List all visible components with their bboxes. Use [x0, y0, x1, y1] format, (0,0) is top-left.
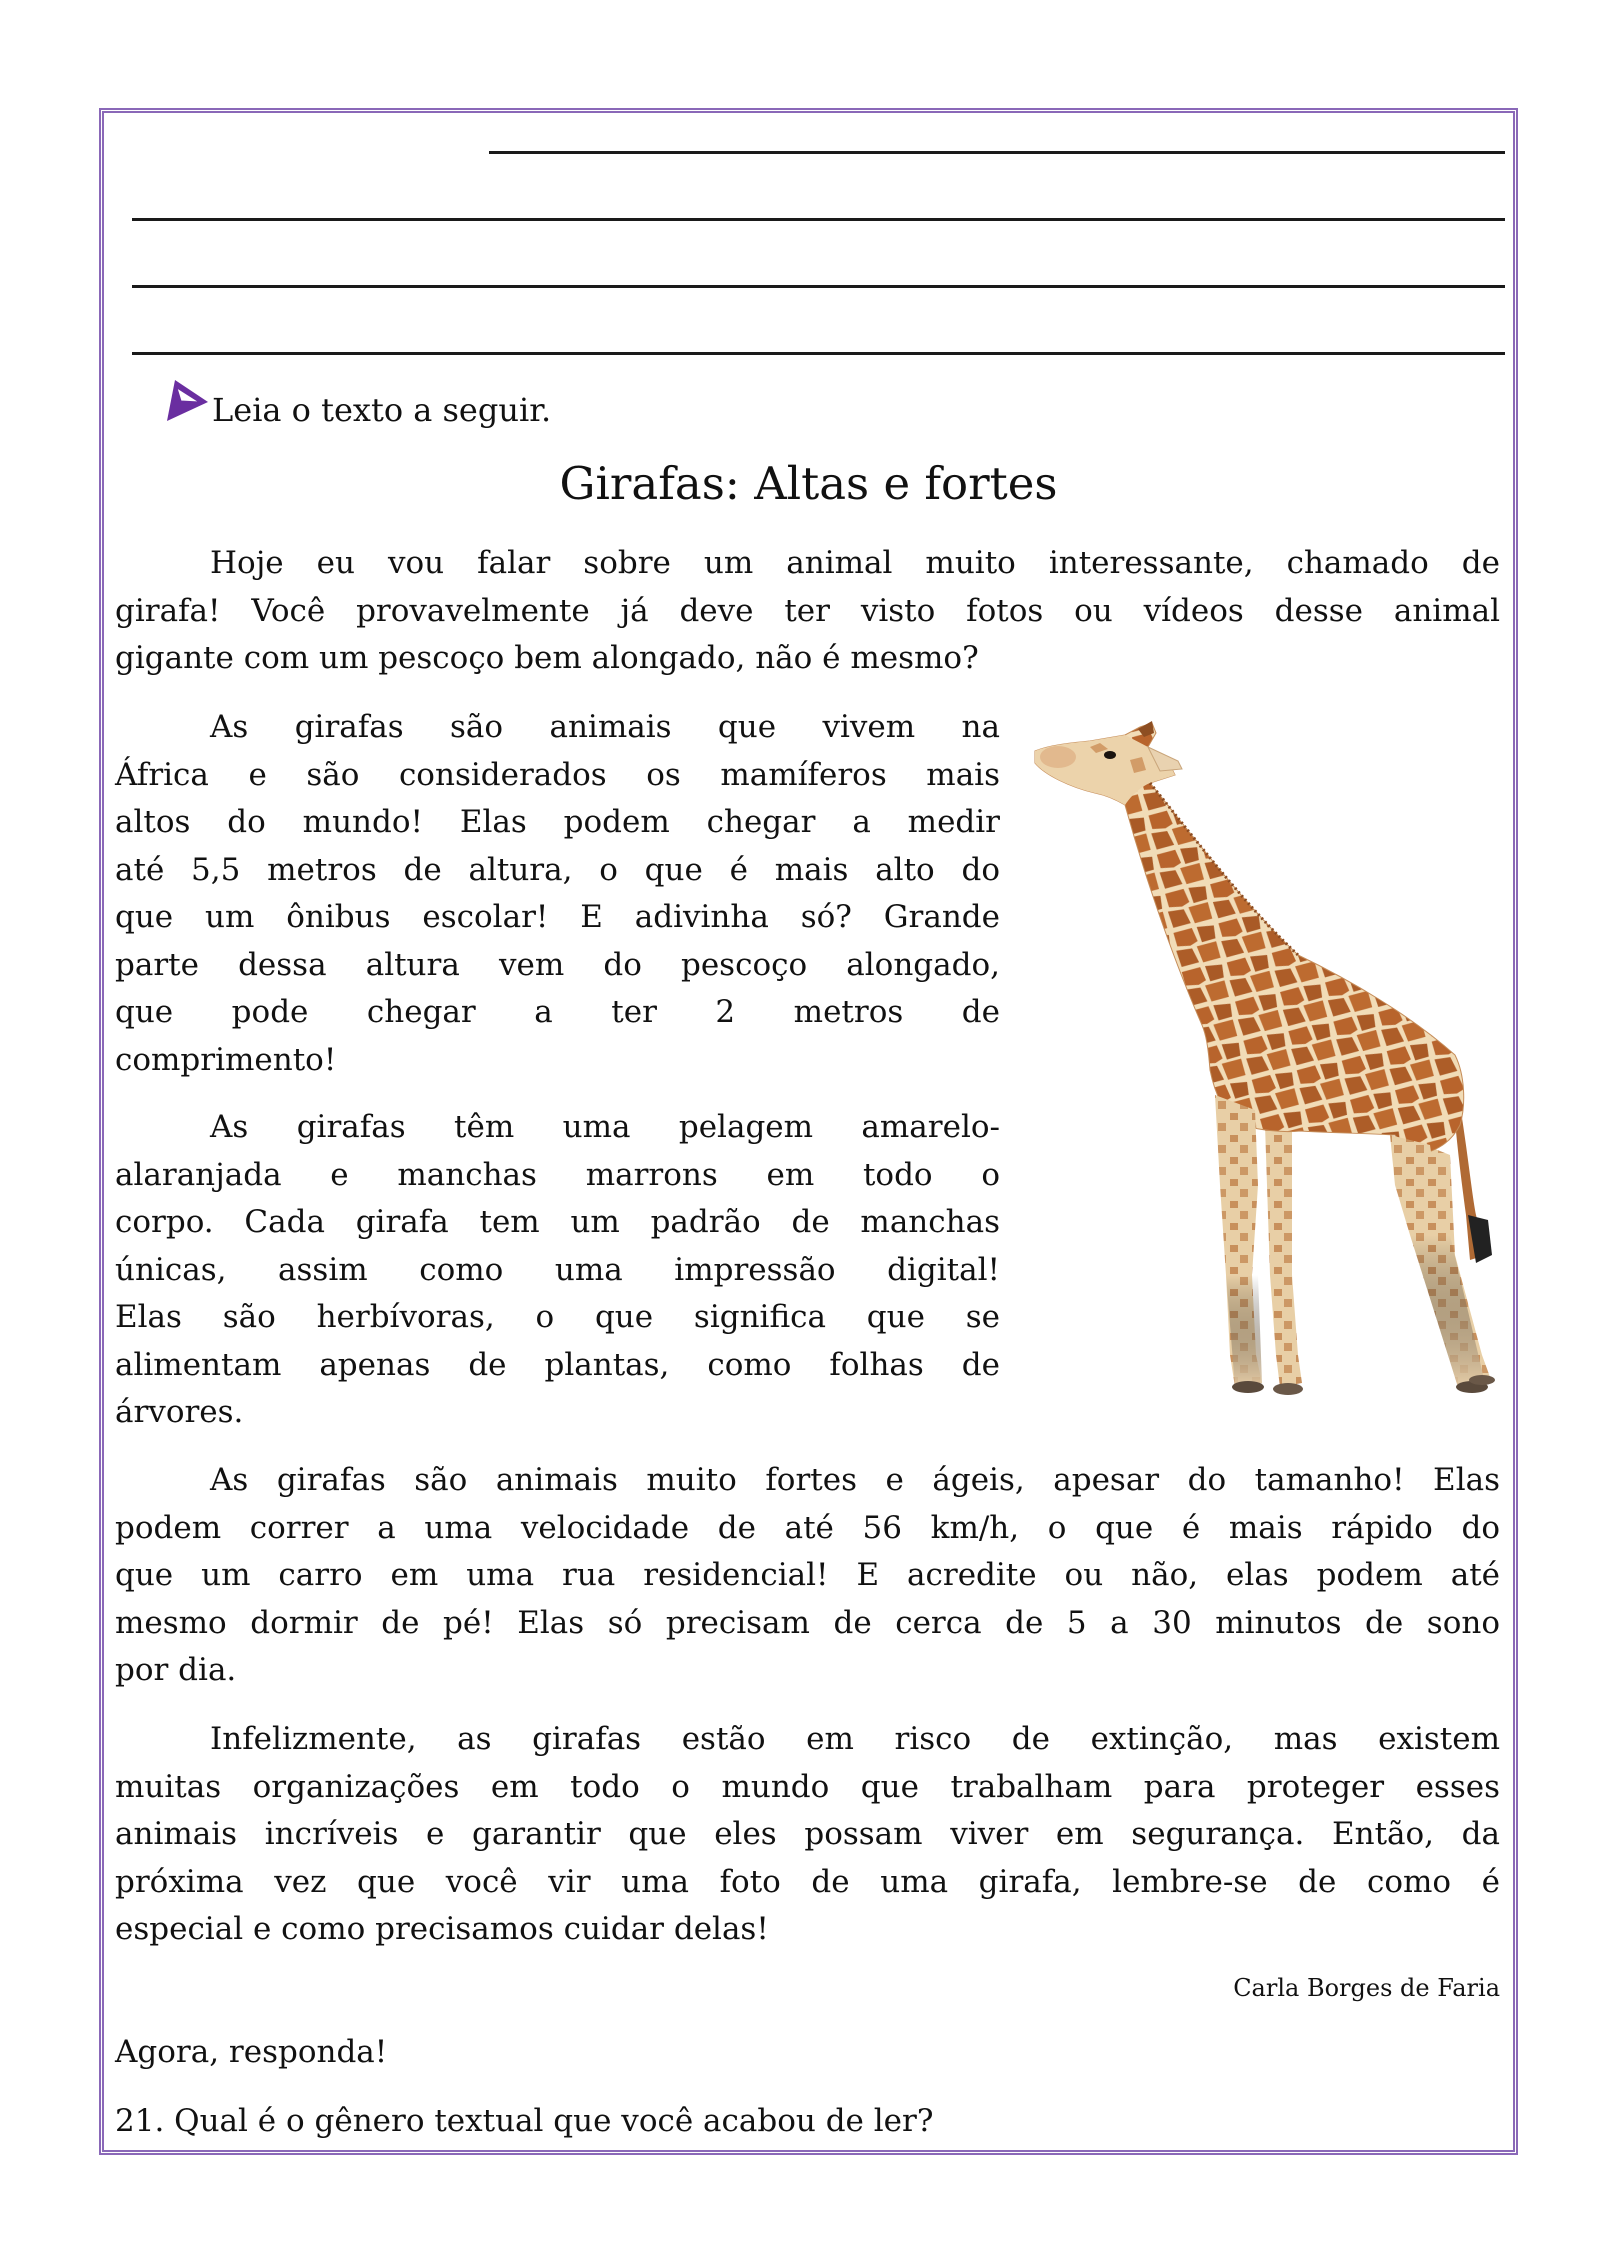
paragraph-line: corpo. Cada girafa tem um padrão de manchas — [115, 1204, 1000, 1240]
article-title: Girafas: Altas e fortes — [559, 457, 1058, 510]
paragraph-line: alimentam apenas de plantas, como folhas de — [115, 1346, 1000, 1383]
paragraph-line: especial e como precisamos cuidar delas! — [115, 1911, 769, 1947]
paragraph-line: As girafas são animais que vivem na — [210, 709, 1000, 745]
paragraph-line: podem correr a uma velocidade de até 56 km/h, o que é mais rápido do — [115, 1509, 1500, 1546]
paragraph-line: Infelizmente, as girafas estão em risco de extinção, mas existem — [210, 1721, 1500, 1757]
giraffe-eye — [1104, 751, 1116, 759]
paragraph-line: que pode chegar a ter 2 metros de — [115, 994, 1000, 1030]
questions-heading: Agora, responda! — [115, 2034, 388, 2070]
paragraph-line: alaranjada e manchas marrons em todo o — [115, 1156, 1000, 1193]
paragraph-line: por dia. — [115, 1652, 237, 1688]
question-21: 21. Qual é o gênero textual que você acabou de ler? — [115, 2103, 934, 2139]
answer-line-2[interactable] — [132, 218, 1505, 221]
paragraph-line: África e são considerados os mamíferos mais — [115, 756, 1000, 793]
reading-instruction — [165, 378, 552, 429]
instruction-text: Leia o texto a seguir. — [212, 391, 552, 429]
paragraph-line: parte dessa altura vem do pescoço alongado, — [115, 946, 1000, 983]
paragraph-line: árvores. — [115, 1394, 244, 1430]
arrow-pointer-icon — [165, 380, 209, 422]
paragraph-line: altos do mundo! Elas podem chegar a medir — [115, 804, 1000, 840]
answer-line-1[interactable] — [489, 151, 1505, 154]
paragraph-line: gigante com um pescoço bem alongado, não é mesmo? — [115, 640, 979, 676]
paragraph-4 — [115, 1457, 1500, 1695]
paragraph-line: Hoje eu vou falar sobre um animal muito interessante, chamado de — [210, 545, 1500, 581]
paragraph-2 — [115, 704, 1000, 1084]
paragraph-line: animais incríveis e garantir que eles possam viver em segurança. Então, da — [115, 1816, 1500, 1852]
paragraph-line: mesmo dormir de pé! Elas só precisam de cerca de 5 a 30 minutos de sono — [115, 1604, 1500, 1641]
paragraph-line: próxima vez que você vir uma foto de uma girafa, lembre-se de como é — [115, 1863, 1500, 1900]
paragraph-line: que um carro em uma rua residencial! E acredite ou não, elas podem até — [115, 1557, 1500, 1593]
paragraph-line: girafa! Você provavelmente já deve ter visto fotos ou vídeos desse animal — [115, 592, 1500, 629]
paragraph-line: comprimento! — [115, 1041, 337, 1078]
paragraph-line: únicas, assim como uma impressão digital! — [115, 1251, 1000, 1288]
answer-line-4[interactable] — [132, 352, 1505, 355]
paragraph-line: até 5,5 metros de altura, o que é mais alto do — [115, 851, 1000, 888]
paragraph-line: muitas organizações em todo o mundo que trabalham para proteger esses — [115, 1768, 1500, 1805]
paragraph-line: As girafas têm uma pelagem amarelo- — [210, 1109, 1000, 1145]
paragraph-line: As girafas são animais muito fortes e ágeis, apesar do tamanho! Elas — [210, 1462, 1500, 1498]
paragraph-line: que um ônibus escolar! E adivinha só? Grande — [115, 899, 1000, 935]
paragraph-3 — [115, 1104, 1000, 1437]
paragraph-line: Elas são herbívoras, o que significa que se — [115, 1299, 1000, 1335]
paragraph-5 — [115, 1716, 1500, 1954]
giraffe-image — [1030, 715, 1510, 1410]
paragraph-1 — [115, 540, 1500, 683]
article-author: Carla Borges de Faria — [1233, 1974, 1500, 2002]
answer-line-3[interactable] — [132, 285, 1505, 288]
